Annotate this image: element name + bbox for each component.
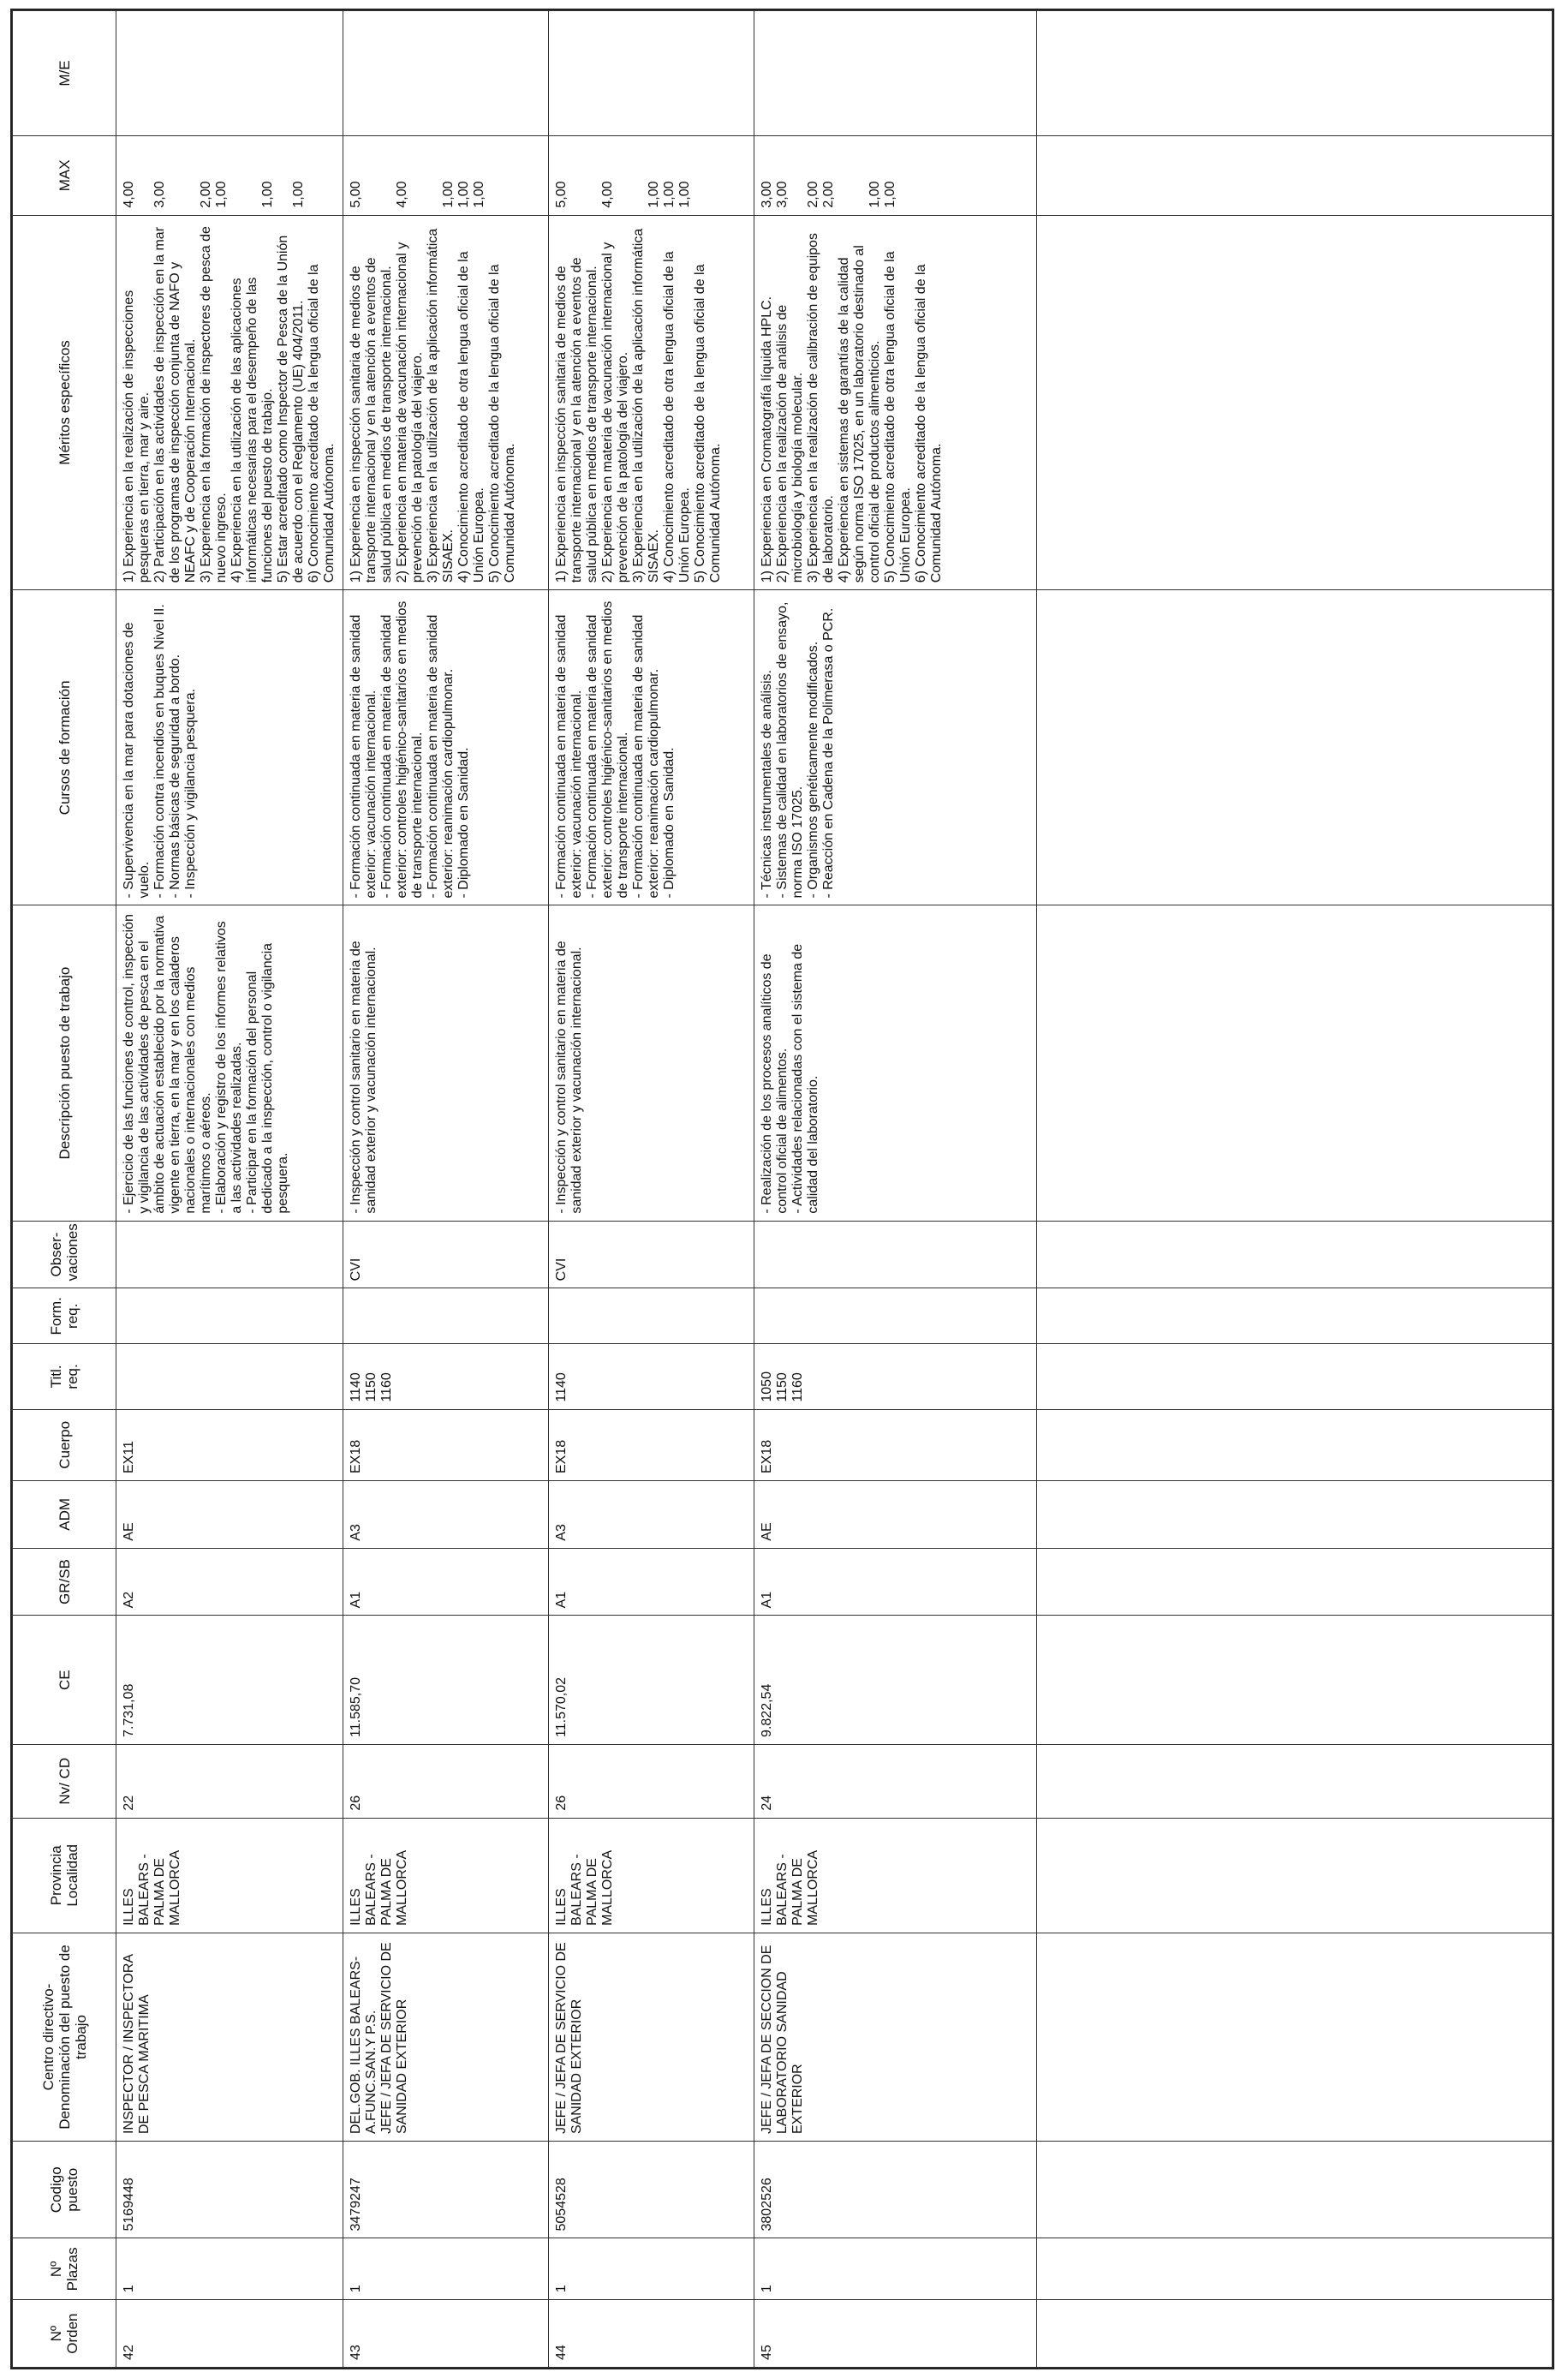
empty-cell [1037, 2238, 1553, 2300]
cell-provincia [116, 1818, 343, 1933]
cell-ce [754, 1616, 1037, 1745]
cell-ce [549, 1616, 754, 1745]
header-adm: ADM [13, 1480, 116, 1548]
empty-cell [1037, 1616, 1553, 1745]
cell-value-plazas: 1 [554, 2285, 569, 2293]
cell-value-codigo: 5169448 [122, 2178, 136, 2232]
cell-value-meritos: 1) Experiencia en inspección sanitaria de medios de transporte internacional y en la atención a eventos de salud pública en medios de transporte internacional. 2) Experiencia en materia de vacunación internacional y prevención de la patología del viajero. 3) Experiencia en la utilización de la aplicación informática SISAEX. 4) Conocimiento acreditado de otra lengua oficial de la Unión Europea. 5) Conocimiento acreditado de la lengua oficial de la Comunidad Autónoma. [554, 228, 723, 583]
cell-value-cursos: - Formación continuada en materia de sanidad exterior: vacunación internacional. - Formación continuada en materia de sanidad exterior: controles higiénico-sanitarios en medios de transporte internacional. - Formación continuada en materia de sanidad exterior: reanimación cardiopulmonar. - Diplomado en Sanidad. [554, 600, 677, 899]
cell-cuerpo [116, 1409, 343, 1480]
cell-value-grsb: A2 [122, 1591, 136, 1609]
cell-value-ce: 7.731,08 [122, 1683, 136, 1737]
cell-titreq [343, 1344, 549, 1409]
cell-observ [754, 1221, 1037, 1288]
cell-value-codigo: 3479247 [349, 2178, 363, 2232]
cell-value-meritos: 1) Experiencia en inspección sanitaria de medios de transporte internacional y en la atención a eventos de salud pública en medios de transporte internacional. 2) Experiencia en materia de vacunación internacional y prevención de la patología del viajero. 3) Experiencia en la utilización de la aplicación informática SISAEX. 4) Conocimiento acreditado de otra lengua oficial de la Unión Europea. 5) Conocimiento acreditado de la lengua oficial de la Comunidad Autónoma. [349, 228, 517, 583]
cell-ce [116, 1616, 343, 1745]
empty-cell [1037, 905, 1553, 1221]
cell-value-ce: 9.822,54 [760, 1683, 774, 1737]
cell-plazas [754, 2238, 1037, 2300]
cell-observ [343, 1221, 549, 1288]
cell-me [343, 11, 549, 136]
header-meritos: Méritos específicos [13, 215, 116, 590]
cell-provincia [343, 1818, 549, 1933]
cell-descripcion [343, 905, 549, 1221]
cell-value-observ: CVI [349, 1258, 363, 1282]
cell-value-ce: 11.570,02 [554, 1676, 569, 1737]
cell-value-meritos: 1) Experiencia en Cromatografía líquida HPLC. 2) Experiencia en la realización de análisis de microbiología y biología molecular. 3) Experiencia en la realización de calibración de equipos de laboratorio. 4) Experiencia en sistemas de garantías de la calidad según norma ISO 17025, en un laboratorio destinado al control oficial de productos alimenticios. 5) Conocimiento acreditado de otra lengua oficial de la Unión Europea. 6) Conocimiento acreditado de la lengua oficial de la Comunidad Autónoma. [760, 233, 944, 583]
empty-cell [1037, 136, 1553, 216]
positions-table [12, 10, 1553, 2368]
cell-value-cursos: - Formación continuada en materia de sanidad exterior: vacunación internacional. - Formación continuada en materia de sanidad exterior: controles higiénico-sanitarios en medios de transporte internacional. - Formación continuada en materia de sanidad exterior: reanimación cardiopulmonar. - Diplomado en Sanidad. [349, 600, 471, 899]
cell-orden [343, 2300, 549, 2368]
cell-department: DEL.GOB. ILLES BALEARS-A.FUNC.SAN.Y P.S. [349, 1956, 379, 2135]
cell-position-title: JEFE / JEFA DE SERVICIO DE SANIDAD EXTERIOR [379, 1942, 409, 2135]
cell-value-codigo: 5054528 [554, 2178, 569, 2232]
cell-provincia [754, 1818, 1037, 1933]
cell-value-nivel: 24 [760, 1795, 774, 1811]
empty-cell [1037, 2142, 1553, 2238]
empty-cell [1037, 1744, 1553, 1818]
empty-cell [1037, 215, 1553, 590]
filler-row [1037, 11, 1553, 2368]
cell-me [116, 11, 343, 136]
cell-value-cursos: - Técnicas instrumentales de análisis. - Sistemas de calidad en laboratorios de ensayo, norma ISO 17025. - Organismos genéticamente modificados. - Reacción en Cadena de la Polimerasa o PCR. [760, 601, 836, 899]
empty-cell [1037, 1344, 1553, 1409]
cell-meritos [116, 215, 343, 590]
cell-value-descripcion: - Inspección y control sanitario en materia de sanidad exterior y vacunación internacional. [349, 941, 379, 1214]
cell-value-orden: 43 [349, 2345, 363, 2360]
header-orden: Nº Orden [13, 2300, 116, 2368]
cell-value-cuerpo: EX18 [760, 1439, 774, 1473]
cell-value-cursos: - Supervivencia en la mar para dotaciones de vuelo. - Formación contra incendios en buques Nivel II. - Normas básicas de seguridad a bordo. - Inspección y vigilancia pesquera. [122, 604, 198, 899]
cell-plazas [549, 2238, 754, 2300]
cell-formreq [116, 1288, 343, 1344]
header-nivel: Nv/ CD [13, 1744, 116, 1818]
cell-max [549, 136, 754, 216]
cell-centro [754, 1933, 1037, 2141]
cell-max [116, 136, 343, 216]
header-descripcion: Descripción puesto de trabajo [13, 905, 116, 1221]
cell-value-max: 5,00 4,00 1,00 1,00 1,00 [554, 181, 692, 208]
header-ce: CE [13, 1616, 116, 1745]
header-grsb: GR/SB [13, 1548, 116, 1616]
cell-grsb [116, 1548, 343, 1616]
cell-cuerpo [549, 1409, 754, 1480]
cell-position-title: JEFE / JEFA DE SECCION DE LABORATORIO SANIDAD EXTERIOR [760, 1945, 805, 2135]
cell-observ [116, 1221, 343, 1288]
cell-me [549, 11, 754, 136]
cell-value-adm: AE [760, 1522, 774, 1541]
empty-cell [1037, 1933, 1553, 2141]
cell-value-grsb: A1 [349, 1591, 363, 1609]
cell-cursos [116, 590, 343, 905]
header-codigo: Codigo puesto [13, 2142, 116, 2238]
header-max: MAX [13, 136, 116, 216]
empty-cell [1037, 1221, 1553, 1288]
cell-descripcion [754, 905, 1037, 1221]
cell-meritos [343, 215, 549, 590]
cell-value-cuerpo: EX11 [122, 1441, 136, 1473]
cell-me [754, 11, 1037, 136]
cell-value-titreq: 1050 1150 1160 [760, 1371, 805, 1402]
table-row [549, 11, 754, 2368]
header-row [13, 11, 116, 2368]
cell-formreq [343, 1288, 549, 1344]
header-plazas: Nº Plazas [13, 2238, 116, 2300]
cell-nivel [549, 1744, 754, 1818]
cell-plazas [343, 2238, 549, 2300]
cell-codigo [754, 2142, 1037, 2238]
header-formreq: Form. req. [13, 1288, 116, 1344]
header-cuerpo: Cuerpo [13, 1409, 116, 1480]
cell-orden [754, 2300, 1037, 2368]
cell-codigo [116, 2142, 343, 2238]
cell-meritos [549, 215, 754, 590]
cell-value-observ: CVI [554, 1258, 569, 1282]
cell-adm [754, 1480, 1037, 1548]
cell-cuerpo [343, 1409, 549, 1480]
cell-value-orden: 42 [122, 2345, 136, 2360]
cell-value-titreq: 1140 1150 1160 [349, 1372, 394, 1402]
cell-cursos [549, 590, 754, 905]
cell-value-nivel: 26 [349, 1795, 363, 1811]
cell-cursos [343, 590, 549, 905]
cell-adm [343, 1480, 549, 1548]
cell-value-nivel: 26 [554, 1795, 569, 1811]
empty-cell [1037, 1548, 1553, 1616]
cell-formreq [754, 1288, 1037, 1344]
cell-descripcion [116, 905, 343, 1221]
empty-cell [1037, 1288, 1553, 1344]
cell-value-cuerpo: EX18 [349, 1439, 363, 1473]
table-row [754, 11, 1037, 2368]
cell-nivel [116, 1744, 343, 1818]
cell-provincia [549, 1818, 754, 1933]
cell-observ [549, 1221, 754, 1288]
cell-value-provincia: ILLES BALEARS - PALMA DE MALLORCA [122, 1849, 182, 1926]
header-centro: Centro directivo-Denominación del puesto de trabajo [13, 1933, 116, 2141]
cell-adm [549, 1480, 754, 1548]
cell-value-orden: 44 [554, 2345, 569, 2360]
cell-value-descripcion: - Inspección y control sanitario en materia de sanidad exterior y vacunación internacional. [554, 941, 584, 1214]
cell-max [343, 136, 549, 216]
positions-table-frame [10, 9, 1554, 2369]
cell-orden [549, 2300, 754, 2368]
empty-cell [1037, 2300, 1553, 2368]
cell-ce [343, 1616, 549, 1745]
empty-cell [1037, 11, 1553, 136]
cell-formreq [549, 1288, 754, 1344]
cell-grsb [343, 1548, 549, 1616]
cell-value-orden: 45 [760, 2345, 774, 2360]
cell-value-adm: A3 [554, 1524, 569, 1541]
cell-descripcion [549, 905, 754, 1221]
cell-value-titreq: 1140 [554, 1372, 569, 1402]
cell-position-title: JEFE / JEFA DE SERVICIO DE SANIDAD EXTERIOR [554, 1942, 584, 2135]
cell-adm [116, 1480, 343, 1548]
cell-value-descripcion: - Realización de los procesos analíticos de control oficial de alimentos. - Actividades relacionadas con el sistema de calidad del laboratorio. [760, 943, 820, 1214]
cell-value-cuerpo: EX18 [554, 1439, 569, 1473]
cell-codigo [549, 2142, 754, 2238]
cell-centro [343, 1933, 549, 2141]
table-body [116, 11, 1553, 2368]
cell-value-max: 5,00 4,00 1,00 1,00 1,00 [349, 181, 486, 208]
cell-titreq [549, 1344, 754, 1409]
header-me: M/E [13, 11, 116, 136]
cell-value-adm: A3 [349, 1524, 363, 1541]
cell-cursos [754, 590, 1037, 905]
cell-value-provincia: ILLES BALEARS - PALMA DE MALLORCA [554, 1849, 615, 1926]
cell-codigo [343, 2142, 549, 2238]
cell-value-plazas: 1 [349, 2285, 363, 2293]
cell-value-adm: AE [122, 1522, 136, 1541]
cell-grsb [549, 1548, 754, 1616]
cell-max [754, 136, 1037, 216]
cell-centro [116, 1933, 343, 2141]
cell-grsb [754, 1548, 1037, 1616]
cell-value-descripcion: - Ejercicio de las funciones de control, inspección y vigilancia de las actividades de pesca en el ámbito de actuación establecido por la normativa vigente en tierra, en la mar y en los caladeros nacionales o internacionales con medios marítimos o aéreos. - Elaboración y registro de los informes relativos a las actividades realizadas. - Participar en la formación del personal dedicado a la inspección, control o vigilancia pesquera. [122, 914, 290, 1214]
cell-titreq [754, 1344, 1037, 1409]
header-titreq: Titl. req. [13, 1344, 116, 1409]
cell-cuerpo [754, 1409, 1037, 1480]
cell-value-ce: 11.585,70 [349, 1676, 363, 1737]
cell-plazas [116, 2238, 343, 2300]
cell-orden [116, 2300, 343, 2368]
cell-value-max: 3,00 3,00 2,00 2,00 1,00 1,00 [760, 181, 897, 208]
cell-meritos [754, 215, 1037, 590]
table-row [116, 11, 343, 2368]
cell-value-grsb: A1 [554, 1591, 569, 1609]
cell-value-provincia: ILLES BALEARS - PALMA DE MALLORCA [760, 1849, 820, 1926]
cell-nivel [754, 1744, 1037, 1818]
cell-value-provincia: ILLES BALEARS - PALMA DE MALLORCA [349, 1849, 409, 1926]
cell-value-codigo: 3802526 [760, 2178, 774, 2232]
empty-cell [1037, 590, 1553, 905]
cell-value-grsb: A1 [760, 1591, 774, 1609]
cell-value-max: 4,00 3,00 2,00 1,00 1,00 1,00 [122, 181, 306, 208]
cell-value-plazas: 1 [760, 2285, 774, 2293]
empty-cell [1037, 1480, 1553, 1548]
cell-nivel [343, 1744, 549, 1818]
empty-cell [1037, 1409, 1553, 1480]
cell-value-plazas: 1 [122, 2285, 136, 2293]
cell-value-meritos: 1) Experiencia en la realización de inspecciones pesqueras en tierra, mar y aire. 2) Participación en las actividades de inspección en la mar de los programas de inspección conjunta de NAFO y NEAFC y de Cooperación Internacional. 3) Experiencia en la formación de inspectores de pesca de nuevo ingreso. 4) Experiencia en la utilización de las aplicaciones informáticas necesarias para el desempeño de las funciones del puesto de trabajo. 5) Estar acreditado como Inspector de Pesca de la Unión de acuerdo con el Reglamento (UE) 404/2011. 6) Conocimiento acreditado de la lengua oficial de la Comunidad Autónoma. [122, 226, 337, 583]
header-observ: Obser-vaciones [13, 1221, 116, 1288]
empty-cell [1037, 1818, 1553, 1933]
header-cursos: Cursos de formación [13, 590, 116, 905]
header-provincia: Provincia Localidad [13, 1818, 116, 1933]
cell-position-title: INSPECTOR / INSPECTORA DE PESCA MARITIMA [122, 1954, 152, 2135]
cell-titreq [116, 1344, 343, 1409]
cell-value-nivel: 22 [122, 1795, 136, 1811]
table-row [343, 11, 549, 2368]
cell-centro [549, 1933, 754, 2141]
